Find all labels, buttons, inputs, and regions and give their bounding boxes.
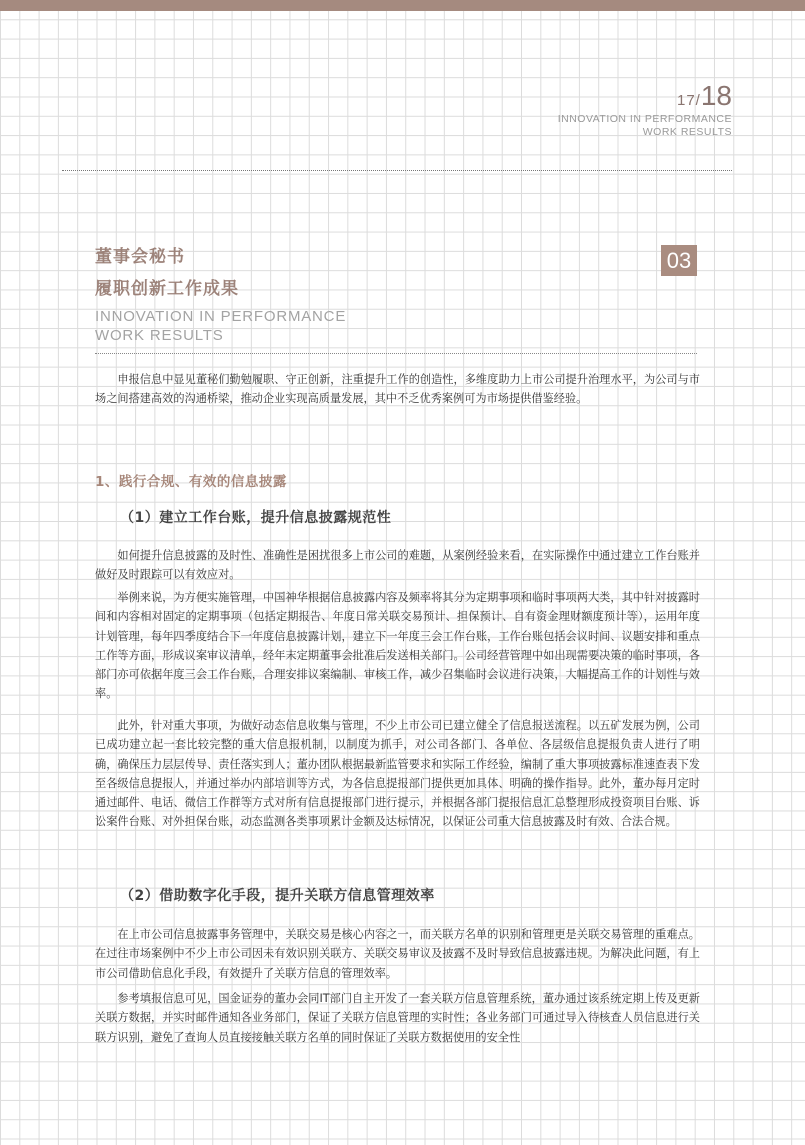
paragraph: 在上市公司信息披露事务管理中，关联交易是核心内容之一，而关联方名单的识别和管理更是关联交易管理的重难点。在过往市场案例中不少上市公司因未有效识别关联方、关联交易审议及披露不及时导致信息披露违规。为解决此问题，有上市公司借助信息化手段，有效提升了关联方信息的管理效率。	[95, 928, 700, 980]
page-current: 17/	[676, 92, 701, 109]
header-en-line1: INNOVATION IN PERFORMANCE	[557, 113, 732, 125]
paragraph: 举例来说，为方便实施管理，中国神华根据信息披露内容及频率将其分为定期事项和临时事项两大类，其中针对披露时间和内容相对固定的定期事项（包括定期报告、年度日常关联交易预计、担保预计、自有资金理财额度预计等），运用年度计划管理，每年四季度结合下一年度信息披露计划，建立下一年度三会工作台账，工作台账包括会议时间、议题安排和重点工作等方面，形成议案审议清单，经年末定期董事会批准后发送相关部门。公司经营管理中如出现需要决策的临时事项，各部门亦可依据年度三会工作台账，合理安排议案编制、审核工作，减少召集临时会议进行决策，大幅提高工作的计划性与效率。	[95, 591, 700, 701]
paragraph: 如何提升信息披露的及时性、准确性是困扰很多上市公司的难题，从案例经验来看，在实际操作中通过建立工作台账并做好及时跟踪可以有效应对。	[95, 549, 700, 582]
header-divider	[62, 170, 732, 171]
paragraph: 此外，针对重大事项，为做好动态信息收集与管理，不少上市公司已建立健全了信息报送流程。以五矿发展为例，公司已成功建立起一套比较完整的重大信息报机制，以制度为抓手，对公司各部门、各单位、各层级信息提报负责人进行了明确，确保压力层层传导、责任落实到人；董办团队根据最新监管要求和实际工作经验，编制了重大事项披露标准速查表下发至各级信息提报人，并通过举办内部培训等方式，为各信息提报部门提供更加具体、明确的操作指导。此外，董办每月定时通过邮件、电话、微信工作群等方式对所有信息提报部门进行提示，并根据各部门提报信息汇总整理形成投资项目台账、诉讼案件台账、对外担保台账，动态监测各类事项累计金额及达标情况，以保证公司重大信息披露及时有效、合法合规。	[95, 719, 700, 829]
page-number	[677, 80, 732, 112]
section-title-line2: 履职创新工作成果	[95, 279, 239, 299]
intro-paragraph: 申报信息中显见董秘们勤勉履职、守正创新，注重提升工作的创造性，多维度助力上市公司提升治理水平，为公司与市场之间搭建高效的沟通桥梁，推动企业实现高质量发展，其中不乏优秀案例可为市场提供借鉴经验。	[95, 373, 700, 406]
section-en-line2: WORK RESULTS	[95, 327, 224, 344]
top-color-bar	[0, 0, 805, 11]
header-en-line2: WORK RESULTS	[642, 126, 732, 138]
section-title-line1: 董事会秘书	[95, 247, 185, 267]
section-number-badge: 03	[661, 245, 697, 276]
subheading-related-party: （2）借助数字化手段，提升关联方信息管理效率	[120, 888, 435, 904]
paragraph: 参考填报信息可见，国金证券的董办会同IT部门自主开发了一套关联方信息管理系统，董办通过该系统定期上传及更新关联方数据，并实时邮件通知各业务部门，保证了关联方信息管理的实时性；各业务部门可通过导入待核查人员信息进行关联方识别，避免了查询人员直接接触关联方名单的同时保证了关联方数据使用的安全性	[95, 992, 700, 1044]
section-divider	[95, 353, 697, 354]
subheading-work-ledger: （1）建立工作台账，提升信息披露规范性	[120, 510, 392, 526]
section-title	[95, 241, 239, 305]
heading-disclosure: 1、践行合规、有效的信息披露	[95, 474, 287, 490]
header-english-caption	[558, 113, 732, 139]
section-english-subtitle	[95, 307, 346, 345]
page-total: 18	[700, 80, 732, 111]
section-en-line1: INNOVATION IN PERFORMANCE	[95, 308, 347, 325]
